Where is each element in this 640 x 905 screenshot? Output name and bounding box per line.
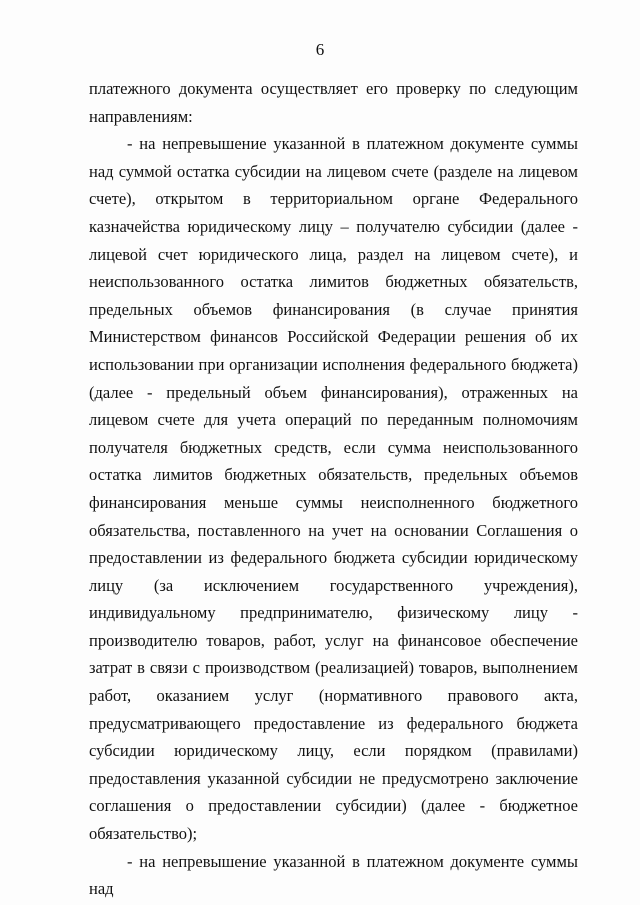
page-number: 6 (315, 40, 325, 59)
paragraph-check-amount: - на непревышение указанной в платежном документе суммы над (89, 851, 578, 899)
document-body (89, 75, 578, 903)
paragraph-continuation: платежного документа осуществляет его проверку по следующим направлениям: (89, 79, 578, 126)
paragraph-check-balance: - на непревышение указанной в платежном документе суммы над суммой остатка субсидии на лицевом счете (разделе на лицевом счете), открытом в территориальном органе Федерального казначейства юридическому лицу – получателю субсидии (далее - лицевой счет юридического лица, раздел на лицевом счете), и неиспользованного остатка лимитов бюджетных обязательств, предельных объемов финансирования (в случае принятия Министерством финансов Российской Федерации решения об их использовании при организации исполнения федерального бюджета) (далее - предельный объем финансирования), отраженных на лицевом счете для учета операций по переданным полномочиям получателя бюджетных средств, если сумма неиспользованного остатка лимитов бюджетных обязательств, предельных объемов финансирования меньше суммы неисполненного бюджетного обязательства, поставленного на учет на основании Соглашения о предоставлении из федерального бюджета субсидии юридическому лицу (за исключением государственного учреждения), индивидуальному предпринимателю, физическому лицу - производителю товаров, работ, услуг на финансовое обеспечение затрат в связи с производством (реализацией) товаров, выполнением работ, оказанием услуг (нормативного правового акта, предусматривающего предоставление из федерального бюджета субсидии юридическому лицу, если порядком (правилами) предоставления указанной субсидии не предусмотрено заключение соглашения о предоставлении субсидии) (далее - бюджетное обязательство); (89, 134, 578, 844)
